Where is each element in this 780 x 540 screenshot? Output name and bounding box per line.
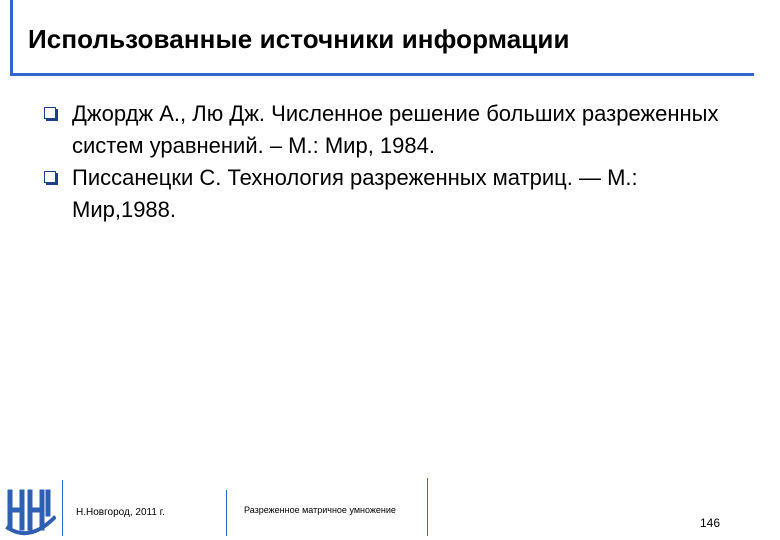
slide-title: Использованные источники информации: [28, 24, 570, 54]
university-logo-icon: [4, 484, 56, 536]
source-text: Джордж А., Лю Дж. Численное решение больших разреженных систем уравнений. – М.: Мир, 1984.: [72, 101, 719, 158]
sources-list: [44, 98, 734, 226]
footer-divider: [427, 478, 428, 536]
footer-topic: Разреженное матричное умножение: [244, 505, 396, 515]
page-number: 146: [700, 516, 721, 530]
title-frame: [10, 0, 754, 74]
square-bullet-icon: [44, 107, 56, 119]
title-underline: [10, 73, 754, 76]
footer-divider: [226, 490, 227, 536]
source-text: Писсанецки С. Технология разреженных матриц. — М.: Мир,1988.: [72, 165, 638, 222]
title-frame-left-border: [10, 0, 13, 76]
source-item: [44, 162, 734, 226]
square-bullet-icon: [44, 171, 56, 183]
footer-divider-logo: [62, 480, 63, 536]
footer-city-year: Н.Новгород, 2011 г.: [76, 507, 165, 518]
source-item: [44, 98, 734, 162]
